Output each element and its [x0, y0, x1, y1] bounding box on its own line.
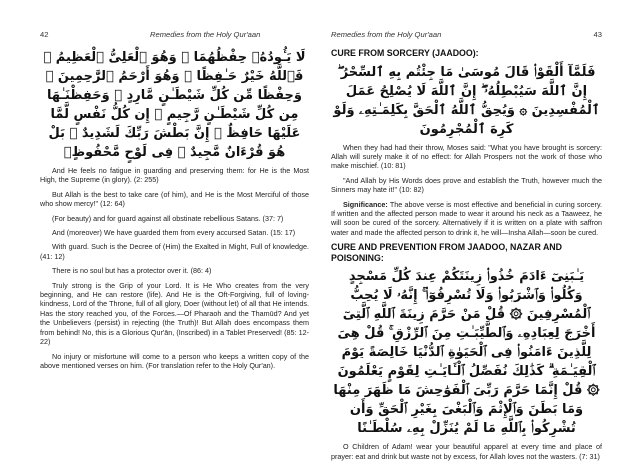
- translation-paragraph: There is no soul but has a protector over it. (86: 4): [52, 266, 212, 276]
- section-heading: CURE FROM SORCERY (JAADOO):: [331, 48, 479, 58]
- arabic-verses: لَا يَـُٔودُهُۥ حِفْظُهُمَا ۚ وَهُوَ ٱلْعَلِىُّ ٱلْعَظِيمُ ۞ فَٱللَّهُ خَيْرٌ حَـٰفِظًا ۖ وَهُوَ أَرْحَمُ ٱلرَّٰحِمِينَ ۞ وَحِفْظًا مِّن كُلِّ شَيْطَـٰنٍ مَّارِدٍ ۞ وَحَفِظْنَـٰهَا مِن كُلِّ شَيْطَـٰنٍ رَّجِيمٍ ۞ إِن كُلُّ نَفْسٍ لَّمَّا عَلَيْهَا حَافِظٌ ۞ إِنَّ بَطْشَ رَبِّكَ لَشَدِيدٌ ۞ بَلْ هُوَ قُرْءَانٌ مَّجِيدٌ ۞ فِى لَوْحٍ مَّحْفُوظٍۭ: [43, 50, 306, 160]
- translation-paragraph: "And Allah by His Words does prove and establish the Truth, however much the Sinners may hate it!" (10: 82): [331, 175, 602, 195]
- right-page: [319, 0, 638, 472]
- left-page-content: [40, 46, 309, 375]
- significance-paragraph: [331, 200, 602, 238]
- right-page-content: [331, 46, 602, 466]
- translation-paragraph: O Children of Adam! wear your beautiful apparel at every time and place of prayer: eat and drink but waste not by excess, for Allah loves not the wasters. (7: 31): [331, 442, 602, 461]
- running-header: Remedies from the Holy Qur'aan: [331, 30, 442, 39]
- page-number: 43: [593, 30, 602, 39]
- significance-text: The above verse is most effective and beneficial in curing sorcery. If written and the affected person made to wear it around his neck as a Taaweez, he will soon be cured of the sorcery. Alternatively if it is written on a plate with saffron water and made the affected person to drink it, he will—Insha Allah—soon be cured.: [331, 199, 602, 237]
- arabic-verses: فَلَمَّآ أَلْقَوْا۟ قَالَ مُوسَىٰ مَا جِئْتُم بِهِ ٱلسِّحْرُ ۖ إِنَّ ٱللَّهَ سَيُبْطِلُهُۥٓ ۖ إِنَّ ٱللَّهَ لَا يُصْلِحُ عَمَلَ ٱلْمُفْسِدِينَ ۞ وَيُحِقُّ ٱللَّهُ ٱلْحَقَّ بِكَلِمَـٰتِهِۦ وَلَوْ كَرِهَ ٱلْمُجْرِمُونَ: [333, 64, 600, 137]
- translation-paragraph: And (moreover) We have guarded them from every accursed Satan. (15: 17): [52, 228, 296, 238]
- translation-paragraph: And He feels no fatigue in guarding and preserving them: for He is the Most High, the Supreme (in glory). (2: 255): [40, 166, 309, 185]
- significance-label: Significance:: [343, 199, 388, 209]
- translation-paragraph: Truly strong is the Grip of your Lord. It is He Who creates from the very beginning, and He can restore (life). And He is the Oft-Forgiving, full of loving-kindness, Lord of the Throne, full of all glory, Doer (without let) of all that He intends. Has the story reached you, of the Forces.—Of Pharaoh and the Thamūd? And yet the Unbelievers (persist) in rejecting (the Truth)! But Allah does encompass them from behind! No, this is a Glorious Qur'ān, (Inscribed) in a Tablet Preserved! (85: 12-22): [40, 280, 309, 347]
- translation-paragraph: When they had had their throw, Moses said: "What you have brought is sorcery: Allah will surely make it of no effect: for Allah Prospers not the work of those who make mischief. (10: 81): [331, 142, 602, 171]
- page-number: 42: [40, 30, 49, 39]
- running-header: Remedies from the Holy Qur'aan: [150, 30, 261, 39]
- arabic-verses: يَـٰبَنِىٓ ءَادَمَ خُذُوا۟ زِينَتَكُمْ عِندَ كُلِّ مَسْجِدٍ وَكُلُوا۟ وَٱشْرَبُوا۟ وَلَا تُسْرِفُوٓا۟ ۚ إِنَّهُۥ لَا يُحِبُّ ٱلْمُسْرِفِينَ ۞ قُلْ مَنْ حَرَّمَ زِينَةَ ٱللَّهِ ٱلَّتِىٓ أَخْرَجَ لِعِبَادِهِۦ وَٱلطَّيِّبَـٰتِ مِنَ ٱلرِّزْقِ ۚ قُلْ هِىَ لِلَّذِينَ ءَامَنُوا۟ فِى ٱلْحَيَوٰةِ ٱلدُّنْيَا خَالِصَةً يَوْمَ ٱلْقِيَـٰمَةِ ۗ كَذَٰلِكَ نُفَصِّلُ ٱلْـَٔايَـٰتِ لِقَوْمٍ يَعْلَمُونَ ۞ قُلْ إِنَّمَا حَرَّمَ رَبِّىَ ٱلْفَوَٰحِشَ مَا ظَهَرَ مِنْهَا وَمَا بَطَنَ وَٱلْإِثْمَ وَٱلْبَغْىَ بِغَيْرِ ٱلْحَقِّ وَأَن تُشْرِكُوا۟ بِٱللَّهِ مَا لَمْ يُنَزِّلْ بِهِۦ سُلْطَـٰنًا: [333, 269, 600, 437]
- translation-paragraph: But Allah is the best to take care (of him), and He is the Most Merciful of those who show mercy!" (12: 64): [40, 189, 309, 209]
- translation-paragraph: With guard. Such is the Decree of (Him) the Exalted in Might, Full of knowledge. (41: 12): [40, 242, 309, 261]
- section-heading: CURE AND PREVENTION FROM JAADOO, NAZAR AND POISONING:: [331, 242, 563, 263]
- translation-paragraph: (For beauty) and for guard against all obstinate rebellious Satans. (37: 7): [52, 213, 284, 223]
- translation-paragraph: No injury or misfortune will come to a person who keeps a written copy of the above mentioned verses on him. (For translation refer to the Holy Qur'an).: [40, 351, 309, 370]
